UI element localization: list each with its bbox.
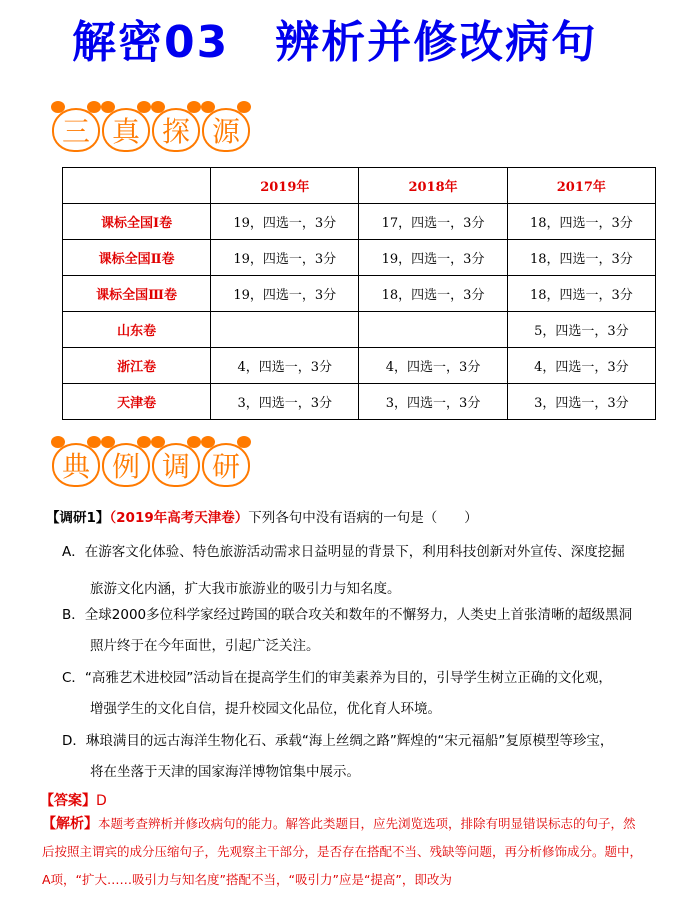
- table-cell: 18，四选一，3分: [507, 240, 655, 276]
- header-cell: [63, 168, 211, 204]
- table-cell: 3，四选一，3分: [211, 384, 359, 420]
- page-title: 解密03 辨析并修改病句: [72, 17, 598, 68]
- table-cell: 18，四选一，3分: [359, 276, 507, 312]
- option-a-line1: A．在游客文化体验、特色旅游活动需求日益明显的背景下，利用科技创新对外宣传、深度挖掘: [62, 544, 625, 560]
- option-a-line2: 旅游文化内涵，扩大我市旅游业的吸引力与知名度。: [90, 581, 401, 597]
- table-cell: 4，四选一，3分: [211, 348, 359, 384]
- row-label: 山东卷: [63, 312, 211, 348]
- table-row: [63, 204, 656, 240]
- option-d-line1: D．琳琅满目的远古海洋生物化石、承载“海上丝绸之路”辉煌的“宋元福船”复原模型等珍宝，: [62, 733, 614, 749]
- table-cell: 4，四选一，3分: [359, 348, 507, 384]
- table-row: [63, 240, 656, 276]
- analysis-label: 【解析】: [42, 816, 98, 832]
- table-header-row: [63, 168, 656, 204]
- table-cell: [211, 312, 359, 348]
- option-b-line2: 照片终于在今年面世，引起广泛关注。: [90, 638, 320, 654]
- option-d-line2: 将在坐落于天津的国家海洋博物馆集中展示。: [90, 764, 360, 780]
- section-heading-sanzhen: [52, 100, 252, 152]
- table-row: [63, 384, 656, 420]
- question-source: （2019年高考天津卷）: [109, 510, 249, 526]
- table-cell: 3，四选一，3分: [507, 384, 655, 420]
- table-cell: [359, 312, 507, 348]
- table-cell: 4，四选一，3分: [507, 348, 655, 384]
- row-label: 课标全国Ⅲ卷: [63, 276, 211, 312]
- section-heading-dianli: [52, 435, 252, 487]
- badge-char: 研: [202, 443, 250, 487]
- header-cell: 2018年: [359, 168, 507, 204]
- question-text: 下列各句中没有语病的一句是（ ）: [248, 510, 478, 526]
- table-cell: 19，四选一，3分: [211, 204, 359, 240]
- badge-char: 典: [52, 443, 100, 487]
- row-label: 课标全国Ⅱ卷: [63, 240, 211, 276]
- exam-table: [62, 167, 656, 420]
- badge-char: 三: [52, 108, 100, 152]
- question-tag: 【调研1】: [46, 510, 110, 526]
- row-label: 课标全国Ⅰ卷: [63, 204, 211, 240]
- badge-char: 探: [152, 108, 200, 152]
- row-label: 浙江卷: [63, 348, 211, 384]
- answer-value: D: [96, 793, 107, 809]
- table-cell: 3，四选一，3分: [359, 384, 507, 420]
- badge-char: 真: [102, 108, 150, 152]
- option-b-line1: B．全球2000多位科学家经过跨国的联合攻关和数年的不懈努力，人类史上首张清晰的超级黑洞: [62, 607, 633, 623]
- option-c-line1: C．“高雅艺术进校园”活动旨在提高学生们的审美素养为目的，引导学生树立正确的文化观，: [62, 670, 612, 686]
- badge-char: 源: [202, 108, 250, 152]
- answer: [40, 790, 107, 810]
- table-cell: 5，四选一，3分: [507, 312, 655, 348]
- table-row: [63, 348, 656, 384]
- analysis-text: 本题考查辨析并修改病句的能力。解答此类题目，应先浏览选项，排除有明显错误标志的句子，然后按照主谓宾的成分压缩句子，先观察主干部分，是否存在搭配不当、残缺等问题，再分析修饰成分。题中，A项，“扩大……吸引力与知名度”搭配不当，“吸引力”应是“提高”，即改为: [42, 816, 643, 887]
- table-cell: 17，四选一，3分: [359, 204, 507, 240]
- answer-label: 【答案】: [40, 793, 96, 809]
- table-row: [63, 312, 656, 348]
- badge-char: 例: [102, 443, 150, 487]
- table-cell: 19，四选一，3分: [211, 240, 359, 276]
- row-label: 天津卷: [63, 384, 211, 420]
- option-c-line2: 增强学生的文化自信，提升校园文化品位，优化育人环境。: [90, 701, 441, 717]
- table-cell: 19，四选一，3分: [359, 240, 507, 276]
- table-row: [63, 276, 656, 312]
- table-cell: 19，四选一，3分: [211, 276, 359, 312]
- badge-char: 调: [152, 443, 200, 487]
- table-cell: 18，四选一，3分: [507, 204, 655, 240]
- table-cell: 18，四选一，3分: [507, 276, 655, 312]
- analysis: [42, 810, 647, 894]
- header-cell: 2019年: [211, 168, 359, 204]
- question-stem: [46, 506, 478, 526]
- header-cell: 2017年: [507, 168, 655, 204]
